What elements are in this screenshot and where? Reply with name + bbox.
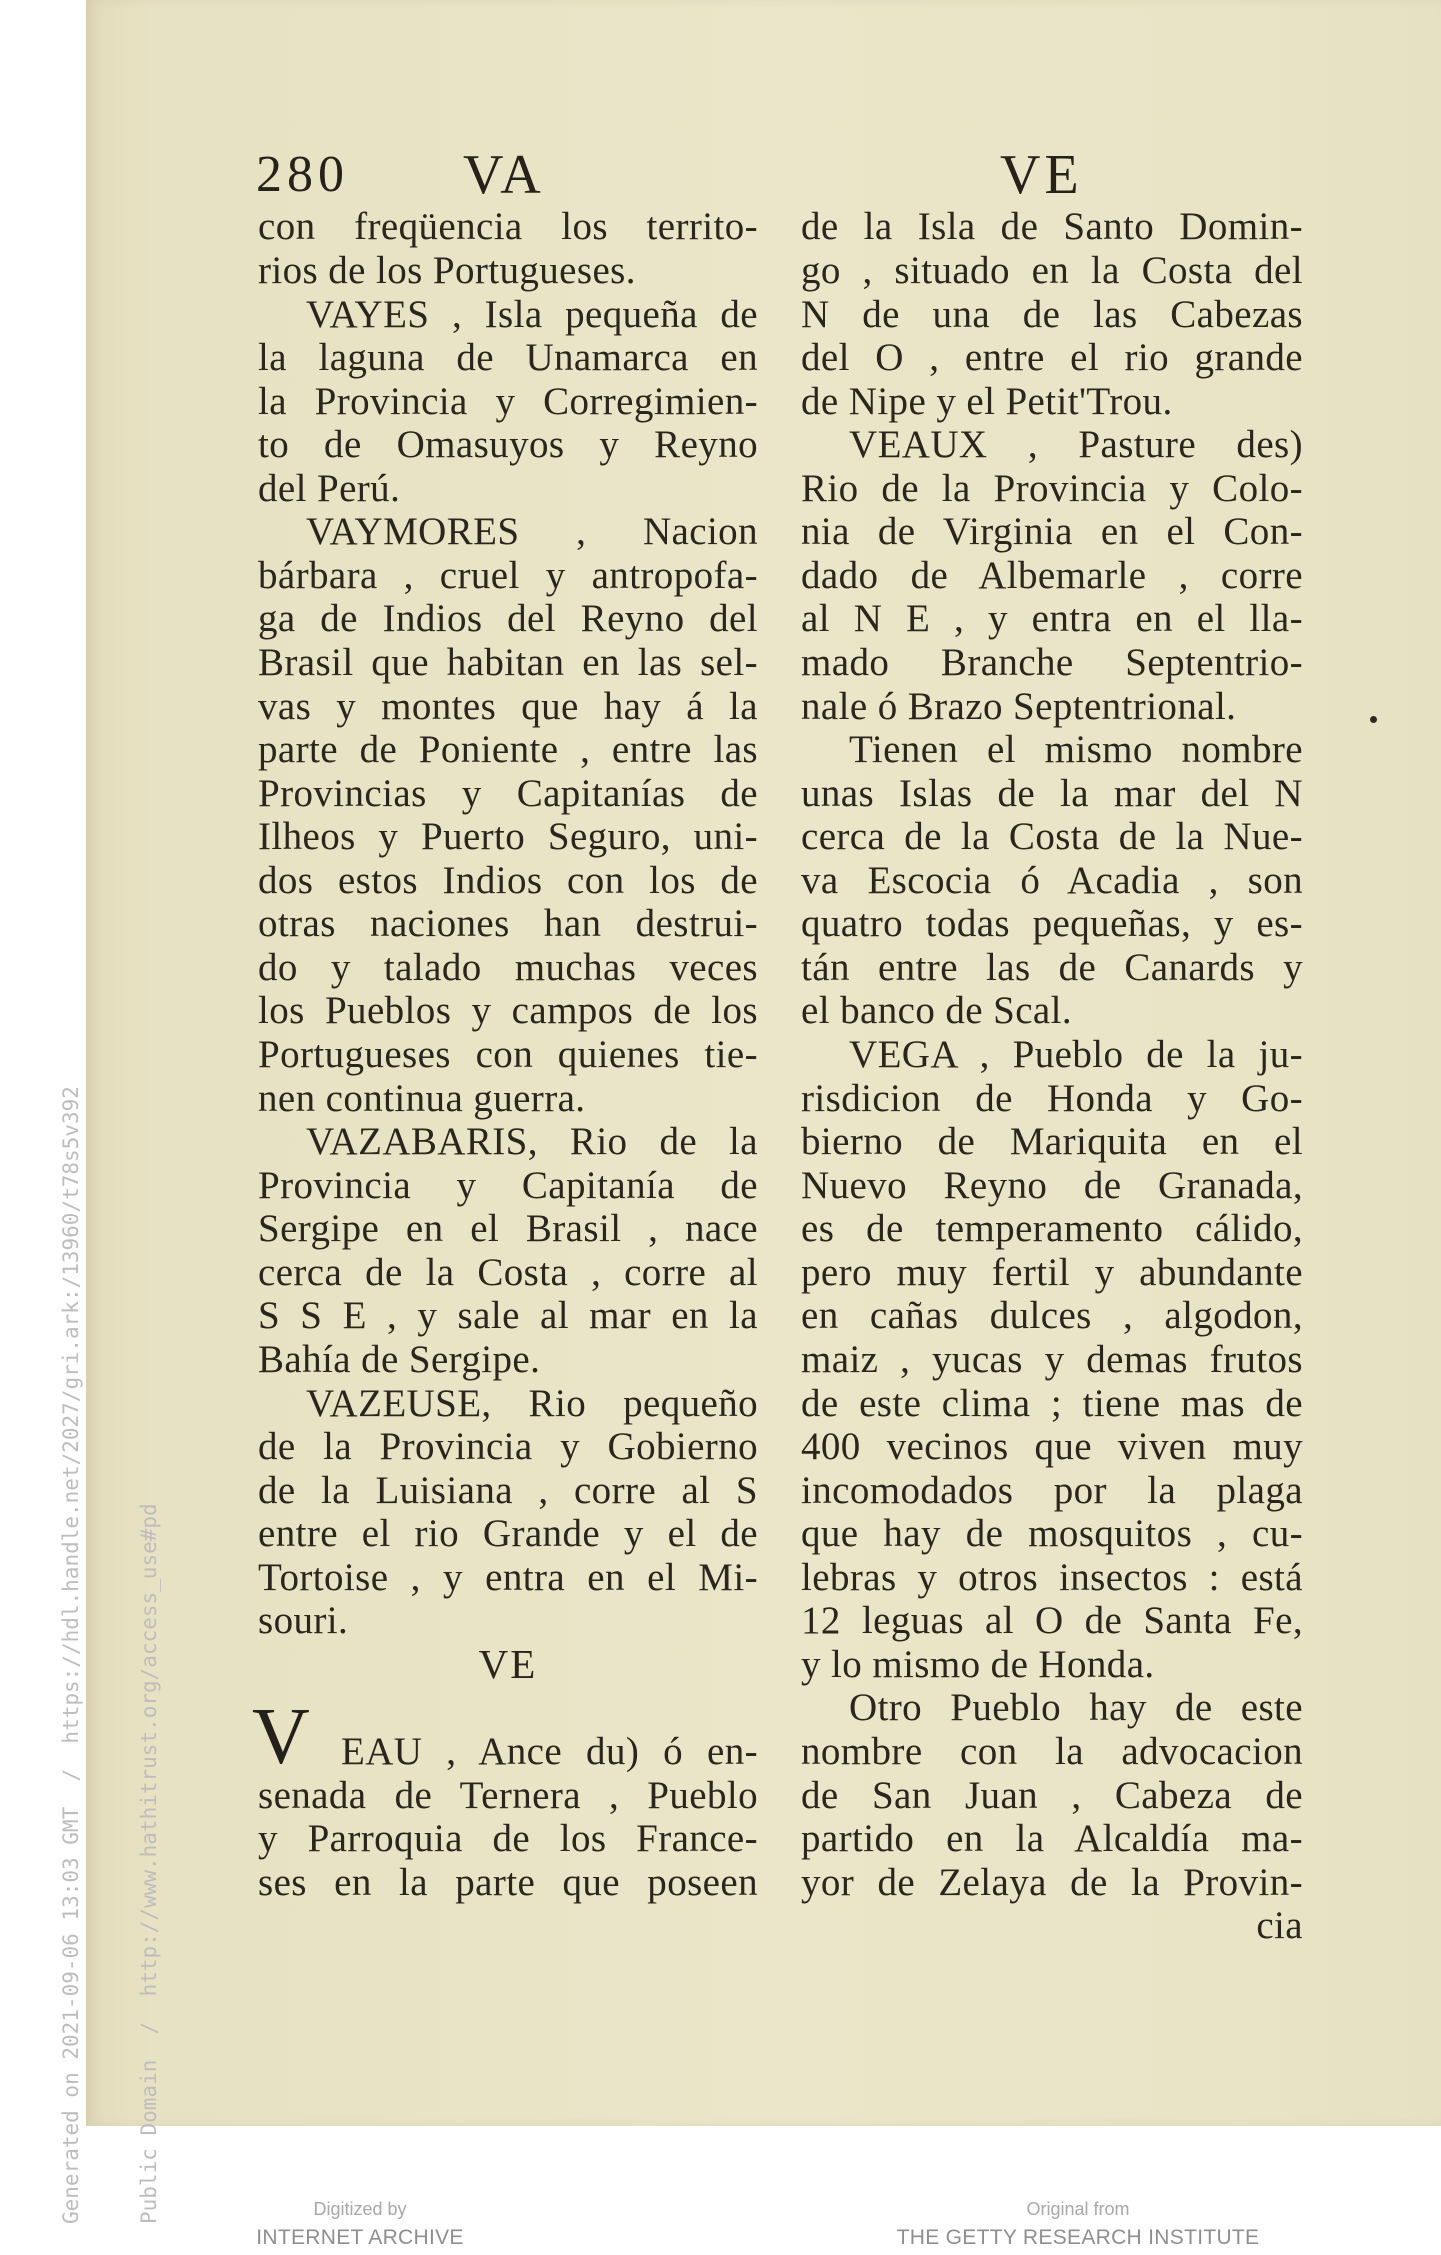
text-line: parte de Poniente , entre las: [258, 728, 758, 772]
text-line: pero muy fertil y abundante: [801, 1250, 1303, 1294]
text-line: unas Islas de la mar del N: [801, 771, 1303, 815]
page-number: 280: [256, 146, 349, 203]
text-line: VAYES , Isla pequeña de: [306, 292, 758, 336]
hathitrust-watermark: [6, 1086, 214, 2224]
text-line: Tortoise , y entra en el Mi-: [258, 1555, 758, 1599]
text-line: en cañas dulces , algodon,: [801, 1294, 1303, 1338]
text-line: VAYMORES , Nacion: [306, 510, 758, 554]
text-line: del O , entre el rio grande: [801, 336, 1303, 380]
text-line: VEGA , Pueblo de la ju-: [849, 1033, 1303, 1077]
text-line: el banco de Scal.: [801, 989, 1073, 1033]
text-line: que hay de mosquitos , cu-: [801, 1512, 1303, 1556]
running-head-left: VA: [463, 144, 545, 206]
text-line: del Perú.: [258, 466, 401, 510]
text-line: ga de Indios del Reyno del: [258, 597, 758, 641]
text-line: mado Branche Septentrio-: [801, 641, 1303, 684]
watermark-rights-line: Public Domain / http://www.hathitrust.org/access_use#pd: [137, 1503, 161, 2224]
text-line: senada de Ternera , Pueblo: [258, 1773, 758, 1817]
catchword: cia: [1256, 1904, 1303, 1948]
text-line: vas y montes que hay á la: [258, 684, 758, 728]
text-line: go , situado en la Costa del: [801, 248, 1303, 292]
text-line: al N E , y entra en el lla-: [801, 597, 1303, 641]
text-line: va Escocia ó Acadia , son: [801, 858, 1303, 902]
text-line: VEAUX , Pasture des): [849, 423, 1303, 467]
text-line: N de una de las Cabezas: [801, 292, 1303, 336]
text-line: otras naciones han destrui-: [258, 902, 758, 946]
text-line: nombre con la advocacion: [801, 1730, 1303, 1773]
text-line: ses en la parte que poseen: [258, 1860, 758, 1904]
text-line: Tienen el mismo nombre: [849, 728, 1303, 772]
text-line: y Parroquia de los France-: [258, 1817, 758, 1861]
text-line: de la Luisiana , corre al S: [258, 1468, 758, 1512]
text-line: S S E , y sale al mar en la: [258, 1294, 758, 1338]
text-line: de este clima ; tiene mas de: [801, 1381, 1303, 1425]
text-line: Bahía de Sergipe.: [258, 1337, 541, 1381]
text-line: incomodados por la plaga: [801, 1468, 1303, 1512]
text-line: yor de Zelaya de la Provin-: [801, 1860, 1303, 1904]
section-heading: VE: [478, 1642, 538, 1687]
original-from-source: THE GETTY RESEARCH INSTITUTE: [896, 2226, 1260, 2249]
drop-cap-initial: V: [252, 1693, 310, 1782]
text-line: Ilheos y Puerto Seguro, uni-: [258, 815, 758, 859]
text-line: Sergipe en el Brasil , nace: [258, 1207, 758, 1251]
text-line: EAU , Ance du) ó en-: [341, 1730, 758, 1773]
text-line: Nuevo Reyno de Granada,: [801, 1163, 1303, 1207]
text-line: nen continua guerra.: [258, 1076, 586, 1120]
text-line: VAZEUSE, Rio pequeño: [306, 1381, 758, 1425]
text-line: rios de los Portugueses.: [258, 248, 636, 292]
text-line: Portugueses con quienes tie-: [258, 1033, 758, 1077]
text-line: dos estos Indios con los de: [258, 858, 758, 902]
text-line: 12 leguas al O de Santa Fe,: [801, 1599, 1303, 1643]
text-line: Provincia y Capitanía de: [258, 1163, 758, 1207]
text-line: maiz , yucas y demas frutos: [801, 1337, 1303, 1381]
text-line: y lo mismo de Honda.: [801, 1642, 1155, 1686]
text-line: bierno de Mariquita en el: [801, 1120, 1303, 1164]
text-line: do y talado muchas veces: [258, 945, 758, 989]
text-line: entre el rio Grande y el de: [258, 1512, 758, 1556]
running-head-right: VE: [1000, 144, 1083, 206]
text-line: nia de Virginia en el Con-: [801, 510, 1303, 554]
text-line: Provincias y Capitanías de: [258, 771, 758, 815]
text-line: bárbara , cruel y antropofa-: [258, 553, 758, 597]
text-line: la laguna de Unamarca en: [258, 336, 758, 380]
text-line: Rio de la Provincia y Colo-: [801, 466, 1303, 510]
text-line: lebras y otros insectos : está: [801, 1555, 1303, 1599]
text-line: la Provincia y Corregimien-: [258, 379, 758, 423]
text-line: nale ó Brazo Septentrional.: [801, 684, 1237, 728]
text-line: to de Omasuyos y Reyno: [258, 423, 758, 467]
text-line: souri.: [258, 1599, 349, 1643]
text-line: quatro todas pequeñas, y es-: [801, 902, 1303, 946]
digitized-by-source: INTERNET ARCHIVE: [256, 2226, 464, 2249]
left-text-column: [252, 0, 758, 2000]
text-line: Brasil que habitan en las sel-: [258, 641, 758, 684]
text-line: partido en la Alcaldía ma-: [801, 1817, 1303, 1861]
watermark-generated-line: Generated on 2021-09-06 13:03 GMT / https://hdl.handle.net/2027/gri.ark:/13960/t78s5v392: [59, 1086, 83, 2224]
digitized-by-label: Digitized by: [313, 2199, 407, 2219]
text-line: 400 vecinos que viven muy: [801, 1425, 1303, 1469]
text-line: dado de Albemarle , corre: [801, 553, 1303, 597]
right-text-column: [801, 0, 1303, 2000]
text-line: Otro Pueblo hay de este: [849, 1686, 1303, 1730]
text-line: es de temperamento cálido,: [801, 1207, 1303, 1251]
text-line: con freqüencia los territo-: [258, 205, 758, 249]
text-line: cerca de la Costa de la Nue-: [801, 815, 1303, 859]
ink-speck: [1370, 716, 1377, 723]
text-line: cerca de la Costa , corre al: [258, 1250, 758, 1294]
text-line: los Pueblos y campos de los: [258, 989, 758, 1033]
original-from-label: Original from: [1026, 2199, 1130, 2219]
text-line: tán entre las de Canards y: [801, 945, 1303, 989]
text-line: de San Juan , Cabeza de: [801, 1773, 1303, 1817]
text-line: de Nipe y el Petit'Trou.: [801, 379, 1173, 423]
text-line: VAZABARIS, Rio de la: [306, 1120, 758, 1164]
text-line: risdicion de Honda y Go-: [801, 1076, 1303, 1120]
text-line: de la Provincia y Gobierno: [258, 1425, 758, 1469]
text-line: de la Isla de Santo Domin-: [801, 205, 1303, 249]
